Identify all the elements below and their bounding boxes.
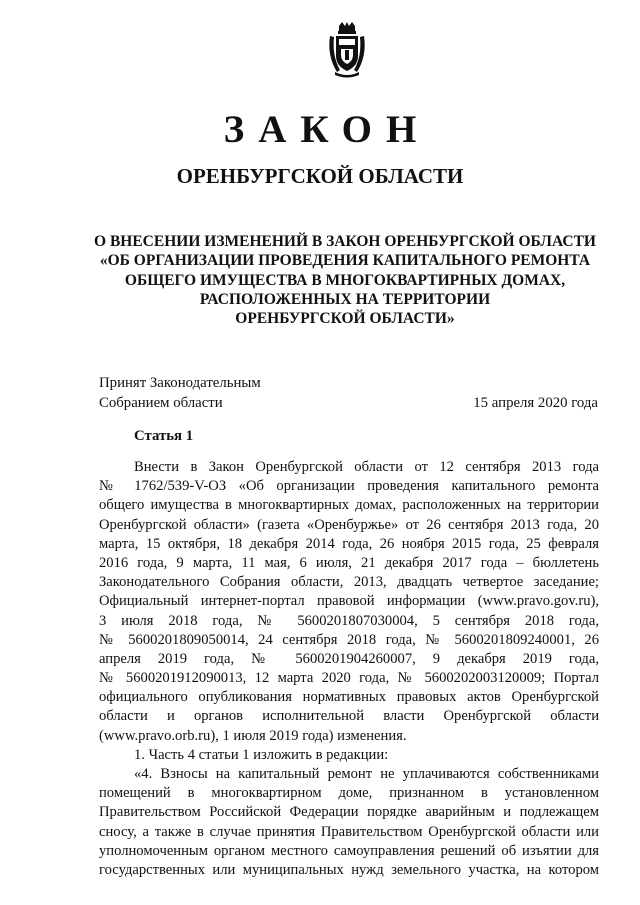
subject-line: О ВНЕСЕНИИ ИЗМЕНЕНИЙ В ЗАКОН ОРЕНБУРГСКОЙ ОБЛАСТИ (94, 233, 596, 250)
body-line: Официальный интернет-портал правовой информации (www.pravo.gov.ru), (99, 593, 599, 610)
body-line: (www.pravo.orb.ru), 1 июля 2019 года) изменения. (99, 727, 407, 744)
article-heading: Статья 1 (134, 428, 194, 444)
body-line: № 1762/539-V-ОЗ «Об организации проведения капитального ремонта (99, 478, 599, 495)
body-line: 1. Часть 4 статьи 1 изложить в редакции: (134, 746, 389, 763)
adopted-line: Принят Законодательным (99, 375, 261, 391)
adopted-line: Собранием области (99, 395, 223, 411)
body-line: государственных или муниципальных нужд земельного участка, на котором (99, 861, 599, 878)
subject-line: РАСПОЛОЖЕННЫХ НА ТЕРРИТОРИИ (199, 290, 491, 308)
body-line: марта, 15 октября, 18 декабря 2014 года, 26 ноября 2015 года, 25 февраля (99, 535, 599, 552)
body-line: апреля 2019 года, № 5600201904260007, 9 декабря 2019 года, (99, 650, 599, 667)
article-body (99, 458, 599, 880)
body-line: общего имущества в многоквартирных домах, расположенных на территории (99, 497, 599, 514)
adoption-date: 15 апреля 2020 года (473, 395, 598, 411)
body-line: Законодательного Собрания области, 2013, двадцать четвертое заседание; (99, 574, 599, 591)
subject-line: «ОБ ОРГАНИЗАЦИИ ПРОВЕДЕНИЯ КАПИТАЛЬНОГО РЕМОНТА (99, 252, 591, 270)
body-line: уполномоченным органом местного самоуправления решений об изъятии для (99, 842, 599, 859)
body-line: официального опубликования нормативных правовых актов Оренбургской (99, 689, 599, 706)
body-line: Правительством Российской Федерации порядке аварийным и подлежащем (99, 804, 599, 821)
coat-of-arms-icon (327, 22, 367, 78)
body-line: помещений в многоквартирном доме, признанном в установленном (99, 785, 599, 802)
law-title: ЗАКОН (223, 108, 431, 151)
body-line: области и органов исполнительной власти Оренбургской области (99, 708, 599, 725)
body-line: сносу, а также в случае принятия Правительством Оренбургской области или (99, 823, 599, 840)
body-line: 2016 года, 9 марта, 11 мая, 6 июля, 21 декабря 2017 года – бюллетень (99, 554, 599, 571)
body-line: «4. Взносы на капитальный ремонт не уплачиваются собственниками (134, 766, 599, 782)
region-title: ОРЕНБУРГСКОЙ ОБЛАСТИ (176, 164, 464, 188)
body-line: № 5600201809050014, 24 сентября 2018 года, № 5600201809240001, 26 (99, 631, 599, 648)
adopted-by (99, 373, 261, 413)
body-line: Оренбургской области» (газета «Оренбуржье» от 26 сентября 2013 года, 20 (99, 516, 599, 533)
subject-line: ОРЕНБУРГСКОЙ ОБЛАСТИ» (235, 310, 455, 328)
body-line: Внести в Закон Оренбургской области от 12 сентября 2013 года (134, 459, 599, 475)
subject-line: ОБЩЕГО ИМУЩЕСТВА В МНОГОКВАРТИРНЫХ ДОМАХ, (124, 271, 566, 289)
body-line: № 5600201912090013, 12 марта 2020 года, № 5600202003120009; Портал (99, 670, 599, 687)
law-subject (80, 232, 610, 328)
body-line: 3 июля 2018 года, № 5600201807030004, 5 сентября 2018 года, (99, 612, 599, 629)
